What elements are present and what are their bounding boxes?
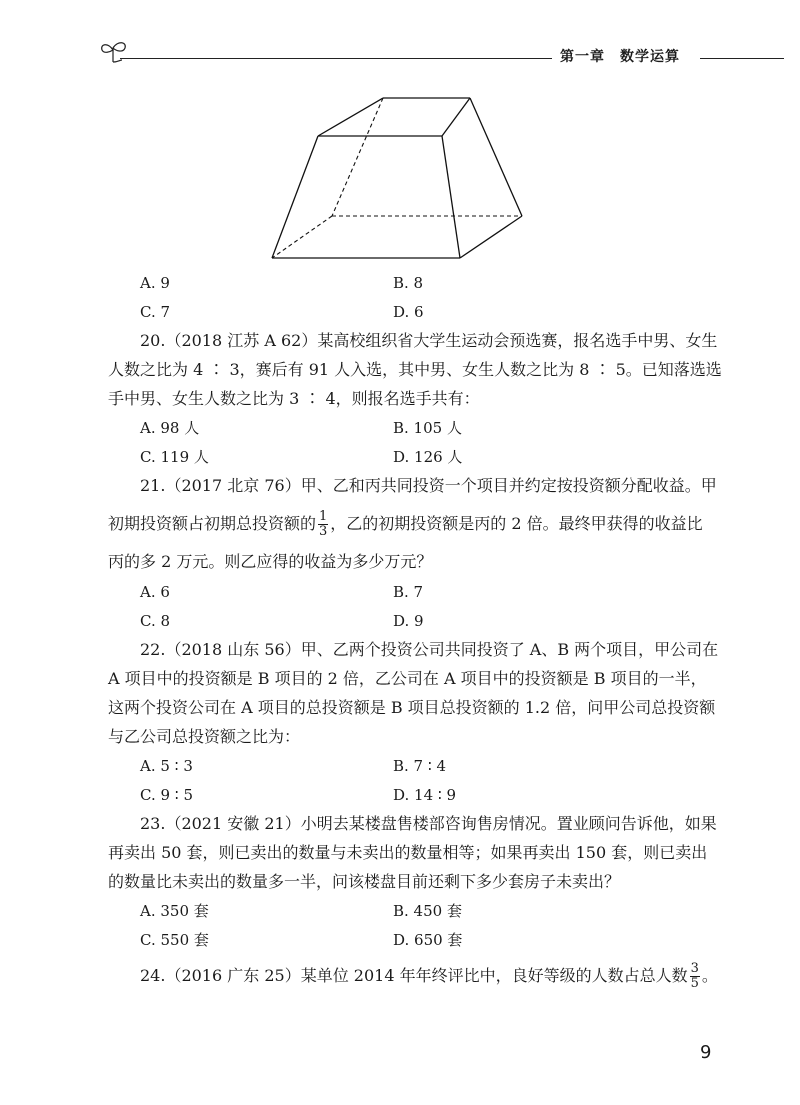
chapter-title: 第一章 数学运算 — [560, 49, 680, 65]
q22-option-d: D. 14 ∶ 9 — [393, 786, 457, 804]
q19-option-b: B. 8 — [393, 274, 424, 292]
q22-line-3: 这两个投资公司在 A 项目的总投资额是 B 项目总投资额的 1.2 倍，问甲公司总投资额 — [108, 698, 716, 717]
q23-line-1: 23.（2021 安徽 21）小明去某楼盘售楼部咨询售房情况。置业顾问告诉他，如果 — [140, 814, 717, 833]
q24-line-1-post: 。 — [701, 966, 718, 985]
q22-option-b: B. 7 ∶ 4 — [393, 757, 447, 775]
q20-line-3: 手中男、女生人数之比为 3 ∶ 4，则报名选手共有： — [108, 389, 480, 408]
q19-option-a: A. 9 — [140, 274, 170, 292]
q21-line-2 — [108, 506, 703, 542]
q23-option-c: C. 550 套 — [140, 931, 209, 949]
fraction-numerator: 1 — [319, 509, 328, 524]
q23-option-a: A. 350 套 — [140, 902, 209, 920]
q20-option-b: B. 105 人 — [393, 419, 462, 437]
q23-option-b: B. 450 套 — [393, 902, 462, 920]
q20-option-d: D. 126 人 — [393, 448, 463, 466]
frustum-figure — [260, 92, 530, 262]
fraction-three-fifths — [690, 962, 700, 991]
fraction-numerator: 3 — [690, 961, 699, 976]
q23-line-3: 的数量比未卖出的数量多一半，问该楼盘目前还剩下多少套房子未卖出？ — [108, 872, 621, 891]
q21-option-a: A. 6 — [140, 583, 170, 601]
q20-line-1: 20.（2018 江苏 A 62）某高校组织省大学生运动会预选赛，报名选手中男、女生 — [140, 331, 718, 350]
sprout-icon — [96, 38, 130, 64]
q19-option-d: D. 6 — [393, 303, 424, 321]
q21-option-b: B. 7 — [393, 583, 424, 601]
q22-option-c: C. 9 ∶ 5 — [140, 786, 194, 804]
q20-option-c: C. 119 人 — [140, 448, 209, 466]
q20-option-a: A. 98 人 — [140, 419, 200, 437]
header-rule-left — [120, 58, 552, 59]
q24-line-1 — [140, 958, 718, 994]
fraction-denominator: 3 — [319, 524, 328, 539]
q23-line-2: 再卖出 50 套，则已卖出的数量与未卖出的数量相等；如果再卖出 150 套，则已卖出 — [108, 843, 708, 862]
q23-option-d: D. 650 套 — [393, 931, 463, 949]
header-rule-right — [700, 58, 784, 59]
q22-line-4: 与乙公司总投资额之比为： — [108, 727, 301, 746]
fraction-denominator: 5 — [690, 976, 699, 991]
q21-line-1: 21.（2017 北京 76）甲、乙和丙共同投资一个项目并约定按投资额分配收益。甲 — [140, 476, 717, 495]
q20-line-2: 人数之比为 4 ∶ 3，赛后有 91 人入选，其中男、女生人数之比为 8 ∶ 5。已知落选选 — [108, 360, 722, 379]
q22-line-2: A 项目中的投资额是 B 项目的 2 倍，乙公司在 A 项目中的投资额是 B 项目的一半， — [108, 669, 707, 688]
page-number: 9 — [700, 1042, 712, 1063]
q22-option-a: A. 5 ∶ 3 — [140, 757, 193, 775]
q24-line-1-pre: 24.（2016 广东 25）某单位 2014 年年终评比中，良好等级的人数占总人数 — [140, 966, 688, 985]
q21-option-c: C. 8 — [140, 612, 171, 630]
q21-line-3: 丙的多 2 万元。则乙应得的收益为多少万元？ — [108, 552, 433, 571]
q21-option-d: D. 9 — [393, 612, 424, 630]
fraction-one-third — [318, 510, 328, 539]
q21-line-2-post: ，乙的初期投资额是丙的 2 倍。最终甲获得的收益比 — [330, 514, 703, 533]
q21-line-2-pre: 初期投资额占初期总投资额的 — [108, 514, 317, 533]
q19-option-c: C. 7 — [140, 303, 171, 321]
q22-line-1: 22.（2018 山东 56）甲、乙两个投资公司共同投资了 A、B 两个项目，甲公司在 — [140, 640, 719, 659]
